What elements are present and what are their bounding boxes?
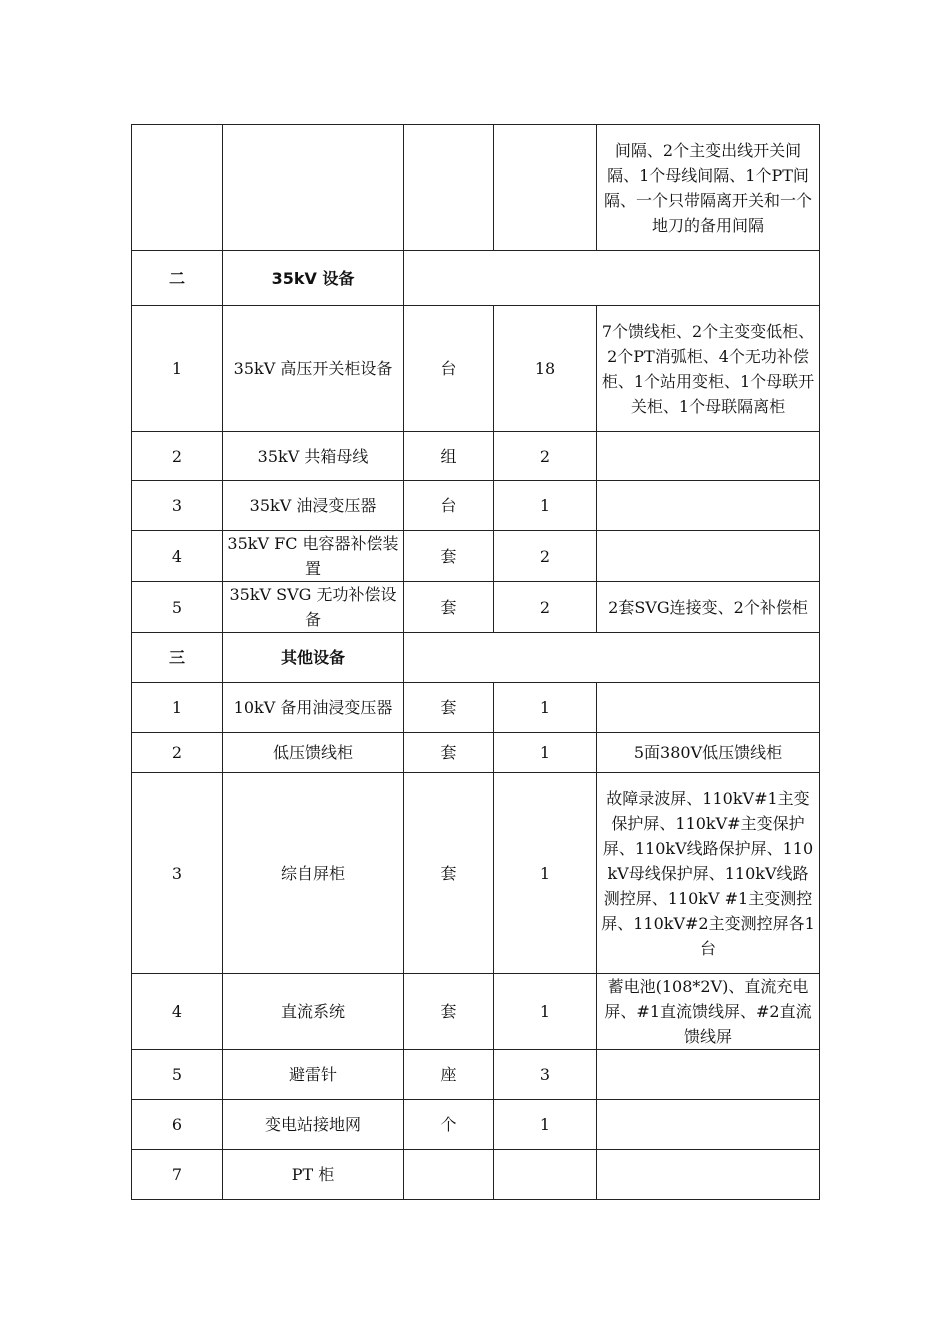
table-row (132, 531, 820, 582)
cell-no: 1 (132, 683, 223, 733)
cell-no: 5 (132, 582, 223, 633)
cell-note (597, 481, 820, 531)
cell-qty: 2 (494, 531, 597, 582)
cell-qty: 1 (494, 1100, 597, 1150)
cell-qty (494, 125, 597, 251)
table-row (132, 582, 820, 633)
cell-note (597, 1150, 820, 1200)
cell-name: 直流系统 (223, 974, 404, 1050)
section-number: 二 (132, 251, 223, 306)
table-row (132, 683, 820, 733)
cell-qty: 18 (494, 306, 597, 432)
cell-qty: 1 (494, 481, 597, 531)
cell-no: 1 (132, 306, 223, 432)
table-row (132, 974, 820, 1050)
cell-note (597, 1100, 820, 1150)
cell-qty: 1 (494, 683, 597, 733)
cell-qty: 1 (494, 974, 597, 1050)
cell-qty: 3 (494, 1050, 597, 1100)
cell-unit: 台 (404, 306, 494, 432)
equipment-table (131, 124, 820, 1200)
cell-no: 4 (132, 974, 223, 1050)
section-blank (404, 633, 820, 683)
cell-unit: 套 (404, 683, 494, 733)
cell-note: 2套SVG连接变、2个补偿柜 (597, 582, 820, 633)
cell-no: 3 (132, 481, 223, 531)
cell-qty: 2 (494, 582, 597, 633)
cell-unit: 套 (404, 582, 494, 633)
cell-qty: 1 (494, 733, 597, 773)
cell-note (597, 531, 820, 582)
cell-unit: 套 (404, 974, 494, 1050)
section-title: 其他设备 (223, 633, 404, 683)
cell-unit: 套 (404, 733, 494, 773)
cell-no: 2 (132, 733, 223, 773)
cell-qty (494, 1150, 597, 1200)
cell-note: 间隔、2个主变出线开关间隔、1个母线间隔、1个PT间隔、一个只带隔离开关和一个地刀的备用间隔 (597, 125, 820, 251)
cell-qty: 1 (494, 773, 597, 974)
cell-name: 避雷针 (223, 1050, 404, 1100)
cell-no: 4 (132, 531, 223, 582)
section-title: 35kV 设备 (223, 251, 404, 306)
cell-no: 6 (132, 1100, 223, 1150)
table-row (132, 773, 820, 974)
cell-name: 35kV SVG 无功补偿设备 (223, 582, 404, 633)
cell-name: 10kV 备用油浸变压器 (223, 683, 404, 733)
section-header-row (132, 633, 820, 683)
cell-no: 5 (132, 1050, 223, 1100)
section-number: 三 (132, 633, 223, 683)
cell-unit: 套 (404, 531, 494, 582)
cell-name: 35kV 油浸变压器 (223, 481, 404, 531)
cell-qty: 2 (494, 432, 597, 481)
cell-name: 35kV 共箱母线 (223, 432, 404, 481)
table-row (132, 1150, 820, 1200)
cell-unit: 个 (404, 1100, 494, 1150)
table-row (132, 432, 820, 481)
cell-name: 综自屏柜 (223, 773, 404, 974)
section-header-row (132, 251, 820, 306)
cell-no: 7 (132, 1150, 223, 1200)
table-row (132, 306, 820, 432)
cell-unit: 套 (404, 773, 494, 974)
cell-name (223, 125, 404, 251)
cell-no: 2 (132, 432, 223, 481)
cell-name: PT 柜 (223, 1150, 404, 1200)
cell-note (597, 1050, 820, 1100)
cell-no (132, 125, 223, 251)
cell-note (597, 432, 820, 481)
cell-name: 35kV FC 电容器补偿装置 (223, 531, 404, 582)
table-row (132, 733, 820, 773)
cell-unit (404, 1150, 494, 1200)
cell-note: 蓄电池(108*2V)、直流充电屏、#1直流馈线屏、#2直流馈线屏 (597, 974, 820, 1050)
cell-note (597, 683, 820, 733)
table-row (132, 481, 820, 531)
cell-no: 3 (132, 773, 223, 974)
section-blank (404, 251, 820, 306)
cell-name: 35kV 高压开关柜设备 (223, 306, 404, 432)
table-row (132, 1050, 820, 1100)
table-row (132, 1100, 820, 1150)
cell-note: 故障录波屏、110kV#1主变保护屏、110kV#主变保护屏、110kV线路保护屏、110kV母线保护屏、110kV线路测控屏、110kV #1主变测控屏、110kV#2主变测控屏各1台 (597, 773, 820, 974)
cell-note: 5面380V低压馈线柜 (597, 733, 820, 773)
table-row (132, 125, 820, 251)
cell-unit: 组 (404, 432, 494, 481)
cell-name: 低压馈线柜 (223, 733, 404, 773)
cell-unit (404, 125, 494, 251)
cell-name: 变电站接地网 (223, 1100, 404, 1150)
cell-note: 7个馈线柜、2个主变变低柜、2个PT消弧柜、4个无功补偿柜、1个站用变柜、1个母联开关柜、1个母联隔离柜 (597, 306, 820, 432)
cell-unit: 座 (404, 1050, 494, 1100)
cell-unit: 台 (404, 481, 494, 531)
